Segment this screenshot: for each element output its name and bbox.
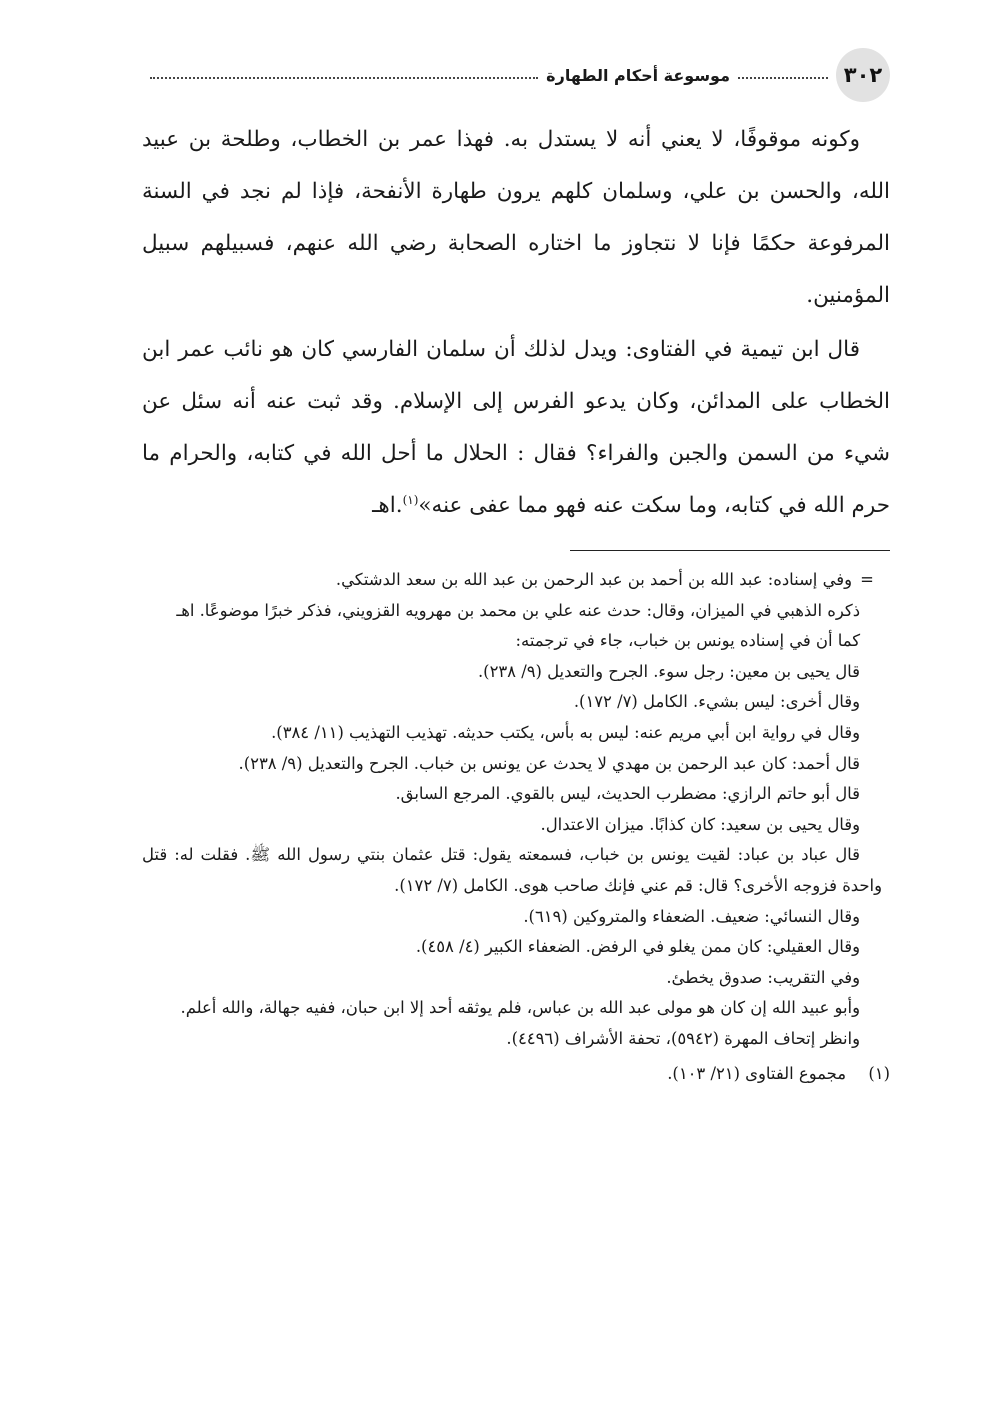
book-page — [142, 50, 890, 1089]
footnote-line: وأبو عبيد الله إن كان هو مولى عبد الله بن عباس، فلم يوثقه أحد إلا ابن حبان، ففيه جهالة، والله أعلم. — [180, 998, 860, 1018]
page-number: ٣٠٢ — [836, 48, 890, 102]
footnote-line: وقال يحيى بن سعيد: كان كذابًا. ميزان الاعتدال. — [540, 814, 860, 834]
header-dotted-leader-left — [150, 77, 538, 79]
footnote-line: وفي التقريب: صدوق يخطئ. — [666, 967, 860, 987]
paragraph-2 — [142, 324, 890, 532]
footnote-1-text: مجموع الفتاوى (٢١/ ١٠٣). — [667, 1063, 846, 1083]
page-header — [142, 50, 890, 100]
footnote-continuation-mark: = — [860, 570, 874, 589]
footnote-line: وقال العقيلي: كان ممن يغلو في الرفض. الضعفاء الكبير (٤/ ٤٥٨). — [415, 937, 860, 957]
footnote-line: وانظر إتحاف المهرة (٥٩٤٢)، تحفة الأشراف (٤٤٩٦). — [506, 1028, 860, 1048]
footnote-reference[interactable]: (١) — [402, 492, 419, 507]
footnote-line: ذكره الذهبي في الميزان، وقال: حدث عنه علي بن محمد بن مهرويه القزويني، فذكر خبرًا موضوعًا. اهـ — [176, 600, 860, 620]
footnote-line: =وفي إسناده: عبد الله بن أحمد بن عبد الرحمن بن عبد الله بن سعد الدشتكي. — [142, 565, 890, 596]
footnote-separator — [570, 550, 890, 551]
footnote-line: وقال أخرى: ليس بشيء. الكامل (٧/ ١٧٢). — [573, 692, 860, 712]
paragraph-2-text: قال ابن تيمية في الفتاوى: ويدل لذلك أن سلمان الفارسي كان هو نائب عمر ابن الخطاب على المدائن، وكان يدعو الفرس إلى الإسلام. وقد ثبت عنه أنه سئل عن شيء من السمن والجبن والفراء؟ فقال : الحلال ما أحل الله في كتابه، والحرام ما حرم الله في كتابه، وما سكت عنه فهو مما عفى عنه» — [142, 337, 890, 518]
footnote-1 — [142, 1059, 890, 1090]
footnote-number: (١) — [868, 1063, 890, 1083]
paragraph-1: وكونه موقوفًا، لا يعني أنه لا يستدل به. فهذا عمر بن الخطاب، وطلحة بن عبيد الله، والحسن بن علي، وسلمان كلهم يرون طهارة الأنفحة، فإذا لم نجد في السنة المرفوعة حكمًا فإنا لا نتجاوز ما اختاره الصحابة رضي الله عنهم، فسبيلهم سبيل المؤمنين. — [142, 127, 890, 308]
footnotes — [142, 565, 890, 1089]
paragraph-2-ending: .اهـ — [372, 493, 403, 518]
footnote-line: قال أبو حاتم الرازي: مضطرب الحديث، ليس بالقوي. المرجع السابق. — [395, 784, 860, 804]
running-title: موسوعة أحكام الطهارة — [546, 65, 730, 85]
footnote-line: قال عباد بن عباد: لقيت يونس بن خباب، فسمعته يقول: قتل عثمان بنتي رسول الله ﷺ. فقلت له: قتل واحدة فزوجه الأخرى؟ قال: قم عني فإنك صاحب هوى. الكامل (٧/ ١٧٢). — [142, 845, 882, 895]
header-dotted-leader-right — [738, 77, 828, 79]
footnote-line: وقال النسائي: ضعيف. الضعفاء والمتروكين (٦١٩). — [523, 906, 860, 926]
main-text — [142, 114, 890, 532]
footnote-line: قال يحيى بن معين: رجل سوء. الجرح والتعديل (٩/ ٢٣٨). — [477, 661, 860, 681]
footnote-line: كما أن في إسناده يونس بن خباب، جاء في ترجمته: — [515, 631, 860, 651]
footnote-line: قال أحمد: كان عبد الرحمن بن مهدي لا يحدث عن يونس بن خباب. الجرح والتعديل (٩/ ٢٣٨). — [238, 753, 860, 773]
footnote-line: وقال في رواية ابن أبي مريم عنه: ليس به بأس، يكتب حديثه. تهذيب التهذيب (١١/ ٣٨٤). — [271, 722, 860, 742]
